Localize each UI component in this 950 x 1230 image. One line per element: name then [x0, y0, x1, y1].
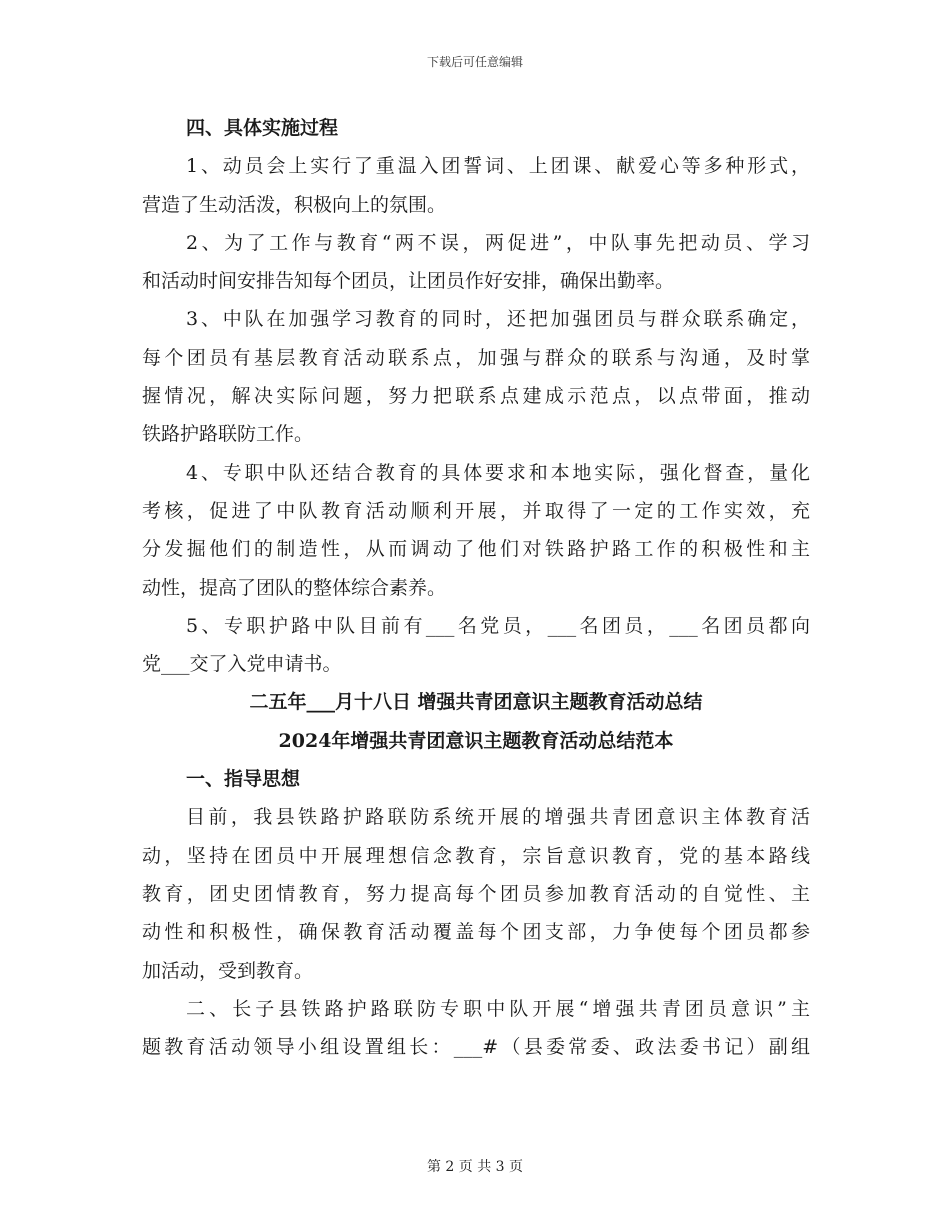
paragraph-line: 铁路护路联防工作。 [142, 423, 314, 446]
paragraph-line: 和活动时间安排告知每个团员，让团员作好安排，确保出勤率。 [142, 270, 675, 293]
document-title: 2024年增强共青团意识主题教育活动总结范本 [278, 729, 674, 752]
paragraph-line: 动性和积极性，确保教育活动覆盖每个团支部，力争使每个团员都参 [142, 921, 810, 944]
paragraph-line: 动，坚持在团员中开展理想信念教育，宗旨意识教育，党的基本路线 [142, 844, 810, 867]
document-title: 二五年___月十八日 增强共青团意识主题教育活动总结 [249, 691, 703, 714]
paragraph-line: 3、中队在加强学习教育的同时，还把加强团员与群众联系确定， [186, 308, 810, 331]
paragraph-line: 动性，提高了团队的整体综合素养。 [142, 576, 447, 599]
paragraph-line: 营造了生动活泼，积极向上的氛围。 [142, 193, 447, 216]
paragraph-line: 4、专职中队还结合教育的具体要求和本地实际，强化督查，量化 [186, 461, 810, 484]
paragraph-line: 题教育活动领导小组设置组长：___#（县委常委、政法委书记）副组 [142, 1036, 810, 1059]
paragraph-line: 1、动员会上实行了重温入团誓词、上团课、献爱心等多种形式， [186, 155, 810, 178]
section-heading: 一、指导思想 [186, 768, 301, 791]
paragraph-line: 分发掘他们的制造性，从而调动了他们对铁路护路工作的积极性和主 [142, 538, 810, 561]
paragraph-line: 5、专职护路中队目前有___名党员，___名团员，___名团员都向 [186, 614, 810, 637]
paragraph-line: 2、为了工作与教育“两不误，两促进”，中队事先把动员、学习 [186, 231, 810, 254]
paragraph-line: 教育，团史团情教育，努力提高每个团员参加教育活动的自觉性、主 [142, 882, 810, 905]
page-footer: 第 2 页 共 3 页 [426, 1159, 524, 1175]
paragraph-line: 握情况，解决实际问题，努力把联系点建成示范点，以点带面，推动 [142, 385, 810, 408]
paragraph-line: 加活动，受到教育。 [142, 959, 314, 982]
paragraph-line: 二、长子县铁路护路联防专职中队开展“增强共青团员意识”主 [186, 997, 810, 1020]
paragraph-line: 考核，促进了中队教育活动顺利开展，并取得了一定的工作实效，充 [142, 499, 810, 522]
paragraph-line: 党___交了入党申请书。 [142, 653, 342, 676]
document-body [142, 109, 810, 1066]
page-header: 下载后可任意编辑 [426, 55, 523, 69]
section-heading: 四、具体实施过程 [186, 117, 339, 139]
paragraph-line: 每个团员有基层教育活动联系点，加强与群众的联系与沟通，及时掌 [142, 346, 810, 369]
paragraph-line: 目前，我县铁路护路联防系统开展的增强共青团意识主体教育活 [186, 806, 810, 829]
